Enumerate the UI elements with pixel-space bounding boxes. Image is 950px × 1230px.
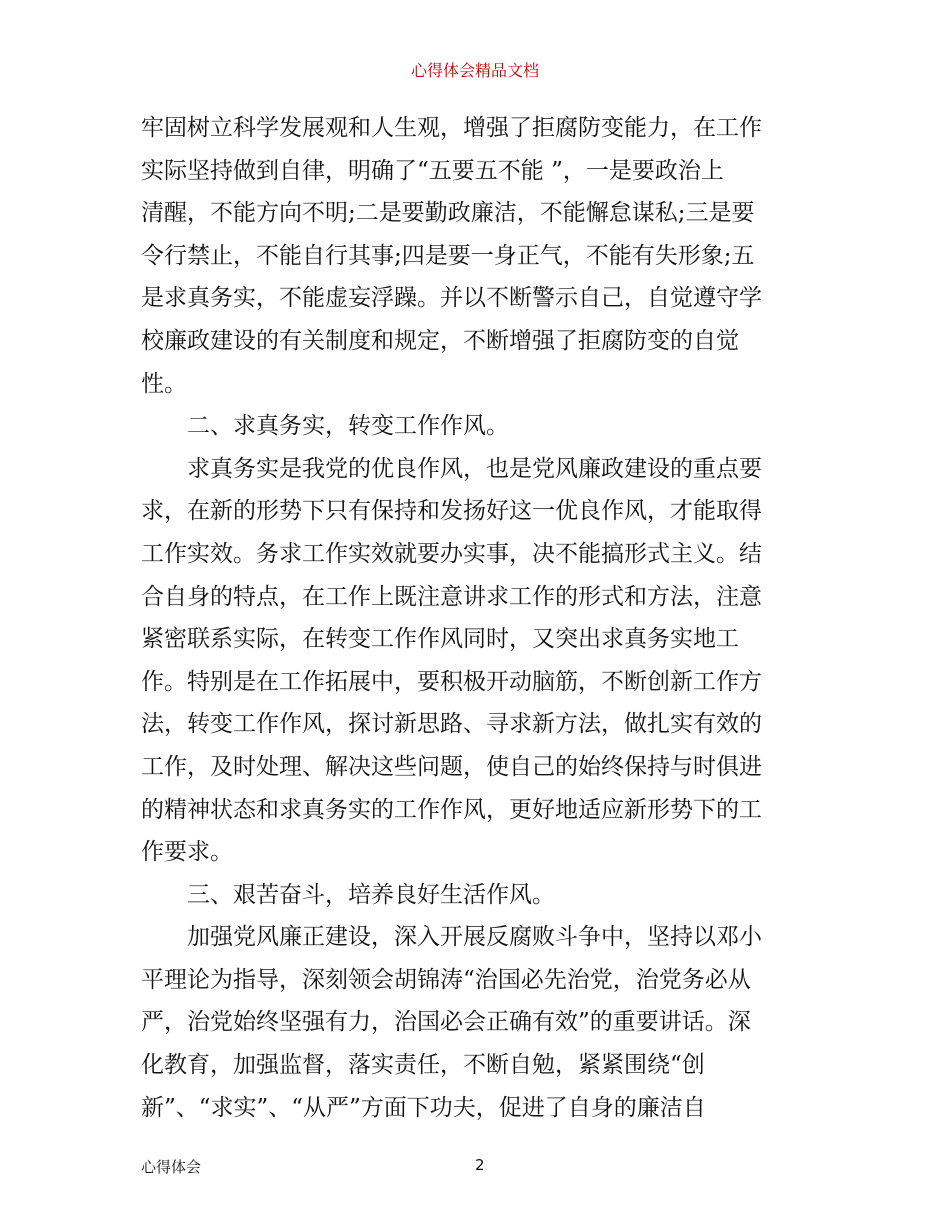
body-line: 新”、“求实”、“从严”方面下功夫，促进了自身的廉洁自 (141, 1094, 706, 1121)
body-line: 严，治党始终坚强有力，治国必会正确有效”的重要讲话。深 (141, 1009, 751, 1036)
body-line: 清醒，不能方向不明;二是要勤政廉洁，不能懈怠谋私;三是要 (141, 200, 755, 227)
body-line: 平理论为指导，深刻领会胡锦涛“治国必先治党，治党务必从 (141, 966, 751, 993)
body-line: 校廉政建设的有关制度和规定，不断增强了拒腐防变的自觉 (141, 327, 739, 354)
body-line: 牢固树立科学发展观和人生观，增强了拒腐防变能力，在工作 (141, 115, 762, 141)
body-line: 紧密联系实际，在转变工作作风同时，又突出求真务实地工 (141, 626, 739, 653)
body-line: 作要求。 (141, 839, 233, 866)
body-line: 工作实效。务求工作实效就要办实事，决不能搞形式主义。结 (141, 540, 762, 567)
document-footer (141, 1156, 813, 1176)
body-line: 实际坚持做到自律，明确了“五要五不能 ”，一是要政治上 (141, 157, 724, 184)
body-line: 令行禁止，不能自行其事;四是要一身正气，不能有失形象;五 (141, 242, 755, 269)
footer-label: 心得体会 (141, 1158, 202, 1176)
body-line: 求，在新的形势下只有保持和发扬好这一优良作风，才能取得 (141, 498, 762, 525)
document-body (141, 107, 813, 1129)
body-line: 性。 (141, 370, 187, 397)
body-line: 求真务实是我党的优良作风，也是党风廉政建设的重点要 (187, 455, 762, 482)
section-heading: 二、求真务实，转变工作作风。 (187, 413, 509, 440)
body-line: 加强党风廉正建设，深入开展反腐败斗争中，坚持以邓小 (187, 924, 762, 951)
body-line: 是求真务实，不能虚妄浮躁。并以不断警示自己，自觉遵守学 (141, 285, 762, 312)
page-number: 2 (475, 1156, 485, 1174)
body-line: 合自身的特点，在工作上既注意讲求工作的形式和方法，注意 (141, 583, 762, 610)
body-line: 作。特别是在工作拓展中，要积极开动脑筋，不断创新工作方 (141, 668, 762, 695)
document-header: 心得体会精品文档 (410, 61, 539, 80)
body-line: 法，转变工作作风，探讨新思路、寻求新方法，做扎实有效的 (141, 711, 762, 738)
body-line: 工作，及时处理、解决这些问题，使自己的始终保持与时俱进 (141, 753, 762, 780)
body-line: 化教育，加强监督，落实责任，不断自勉，紧紧围绕“创 (141, 1052, 705, 1079)
body-line: 的精神状态和求真务实的工作作风，更好地适应新形势下的工 (141, 796, 762, 823)
section-heading: 三、艰苦奋斗，培养良好生活作风。 (187, 881, 555, 908)
